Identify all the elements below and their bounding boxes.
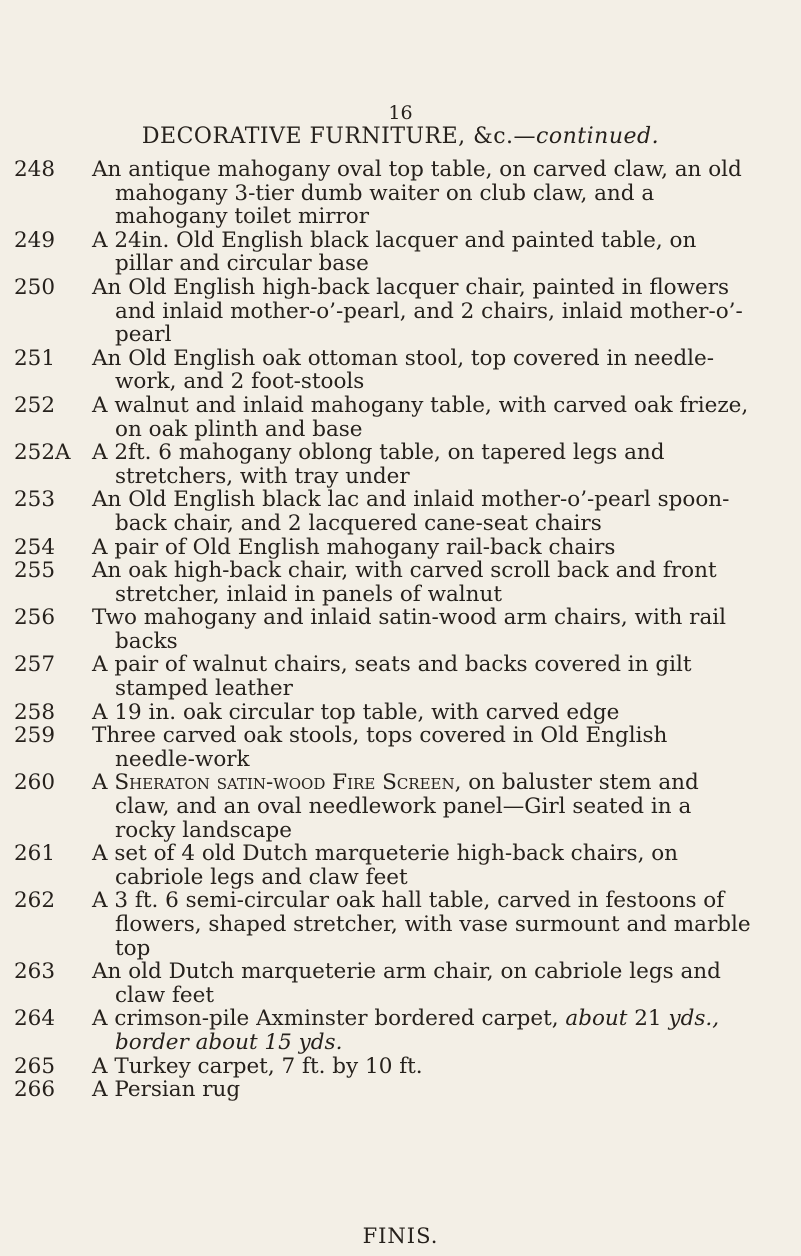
lot-description: Three carved oak stools, tops covered in Old English needle-work <box>92 723 668 772</box>
lot-description <box>92 771 752 842</box>
lot-description: A pair of Old English mahogany rail-back chairs <box>92 534 616 560</box>
lot-266 <box>0 1078 801 1102</box>
lot-number: 252A <box>14 440 71 466</box>
lot-number: 266 <box>14 1077 56 1103</box>
lot-number: 250 <box>14 274 56 300</box>
lot-description: A 3 ft. 6 semi-circular oak hall table, carved in festoons of flowers, shaped stretcher, with vase surmount and marble top <box>92 888 751 961</box>
lot-description: A set of 4 old Dutch marqueterie high-back chairs, on cabriole legs and claw feet <box>92 841 679 890</box>
lot-253 <box>0 488 801 535</box>
lot-number: 248 <box>14 157 56 182</box>
lot-description: A 2ft. 6 mahogany oblong table, on tapered legs and stretchers, with tray under <box>92 440 665 489</box>
lot-number: 258 <box>14 699 56 725</box>
lot-description: An old Dutch marqueterie arm chair, on cabriole legs and claw feet <box>92 959 721 1008</box>
lot-number: 259 <box>14 723 56 749</box>
lot-description: An Old English oak ottoman stool, top covered in needle-work, and 2 foot-stools <box>92 345 714 395</box>
lot-description-caps: Sheraton satin-wood Fire Screen <box>114 770 455 796</box>
lot-description: A Persian rug <box>92 1077 241 1103</box>
lot-number: 264 <box>14 1006 56 1032</box>
lot-description-part: A crimson-pile Axminster bordered carpet, <box>92 1006 566 1032</box>
lot-description: A Turkey carpet, 7 ft. by 10 ft. <box>92 1053 423 1079</box>
lot-261 <box>0 842 801 889</box>
lot-248 <box>0 158 801 229</box>
lot-number: 263 <box>14 959 56 985</box>
lot-number: 265 <box>14 1053 56 1079</box>
lot-number: 260 <box>14 770 56 796</box>
lot-number: 255 <box>14 558 56 584</box>
lot-description <box>92 1007 752 1054</box>
lot-description: A walnut and inlaid mahogany table, with carved oak frieze, on oak plinth and base <box>92 392 749 442</box>
lot-number: 256 <box>14 605 56 631</box>
lot-number: 261 <box>14 841 56 867</box>
lot-number: 251 <box>14 345 56 371</box>
lot-252a <box>0 441 801 488</box>
lot-number: 257 <box>14 652 56 678</box>
lot-262 <box>0 889 801 960</box>
lot-264 <box>0 1007 801 1054</box>
lot-description: Two mahogany and inlaid satin-wood arm chairs, with rail backs <box>92 605 727 654</box>
lot-description-italic: yds., border about 15 yds. <box>115 1006 720 1055</box>
lot-description: An antique mahogany oval top table, on carved claw, an old mahogany 3-tier dumb waiter on club claw, and a mahogany toilet mirror <box>92 157 742 230</box>
lot-257 <box>0 653 801 700</box>
lot-number: 249 <box>14 227 56 253</box>
lot-description: A 19 in. oak circular top table, with carved edge <box>92 699 620 725</box>
lot-description: A pair of walnut chairs, seats and backs covered in gilt stamped leather <box>92 652 692 702</box>
lot-265 <box>0 1055 801 1079</box>
lot-254 <box>0 536 801 560</box>
lot-251 <box>0 347 801 394</box>
heading-continued: continued. <box>536 124 660 149</box>
lot-number: 253 <box>14 487 56 513</box>
lot-249 <box>0 229 801 276</box>
lot-description-part: 21 <box>627 1006 669 1032</box>
section-heading <box>0 124 801 149</box>
lot-description: An Old English black lac and inlaid mother-o’-pearl spoon-back chair, and 2 lacquered cane-seat chairs <box>92 487 730 536</box>
lot-255 <box>0 559 801 606</box>
lot-description: An oak high-back chair, with carved scroll back and front stretcher, inlaid in panels of walnut <box>92 558 717 607</box>
lot-description-italic: about <box>565 1006 628 1032</box>
lot-description-rest: , on baluster stem and claw, and an oval needlework panel—Girl seated in a rocky landscape <box>115 770 699 843</box>
lot-250 <box>0 276 801 347</box>
finis-mark: FINIS. <box>362 1224 439 1248</box>
lot-number: 252 <box>14 392 56 418</box>
lot-258 <box>0 701 801 725</box>
lot-description: An Old English high-back lacquer chair, painted in flowers and inlaid mother-o’-pearl, and 2 chairs, inlaid mother-o’-pearl <box>92 274 743 348</box>
lot-description-prefix: A <box>92 770 115 796</box>
lot-263 <box>0 960 801 1007</box>
lot-259 <box>0 724 801 771</box>
heading-title: DECORATIVE FURNITURE, &c.— <box>141 124 537 149</box>
lot-256 <box>0 606 801 653</box>
lot-number: 262 <box>14 888 56 914</box>
lot-number: 254 <box>14 534 56 560</box>
lot-260 <box>0 771 801 842</box>
page-number: 16 <box>388 102 413 124</box>
lot-list <box>0 158 801 1102</box>
lot-description: A 24in. Old English black lacquer and painted table, on pillar and circular base <box>92 227 697 277</box>
lot-252 <box>0 394 801 441</box>
